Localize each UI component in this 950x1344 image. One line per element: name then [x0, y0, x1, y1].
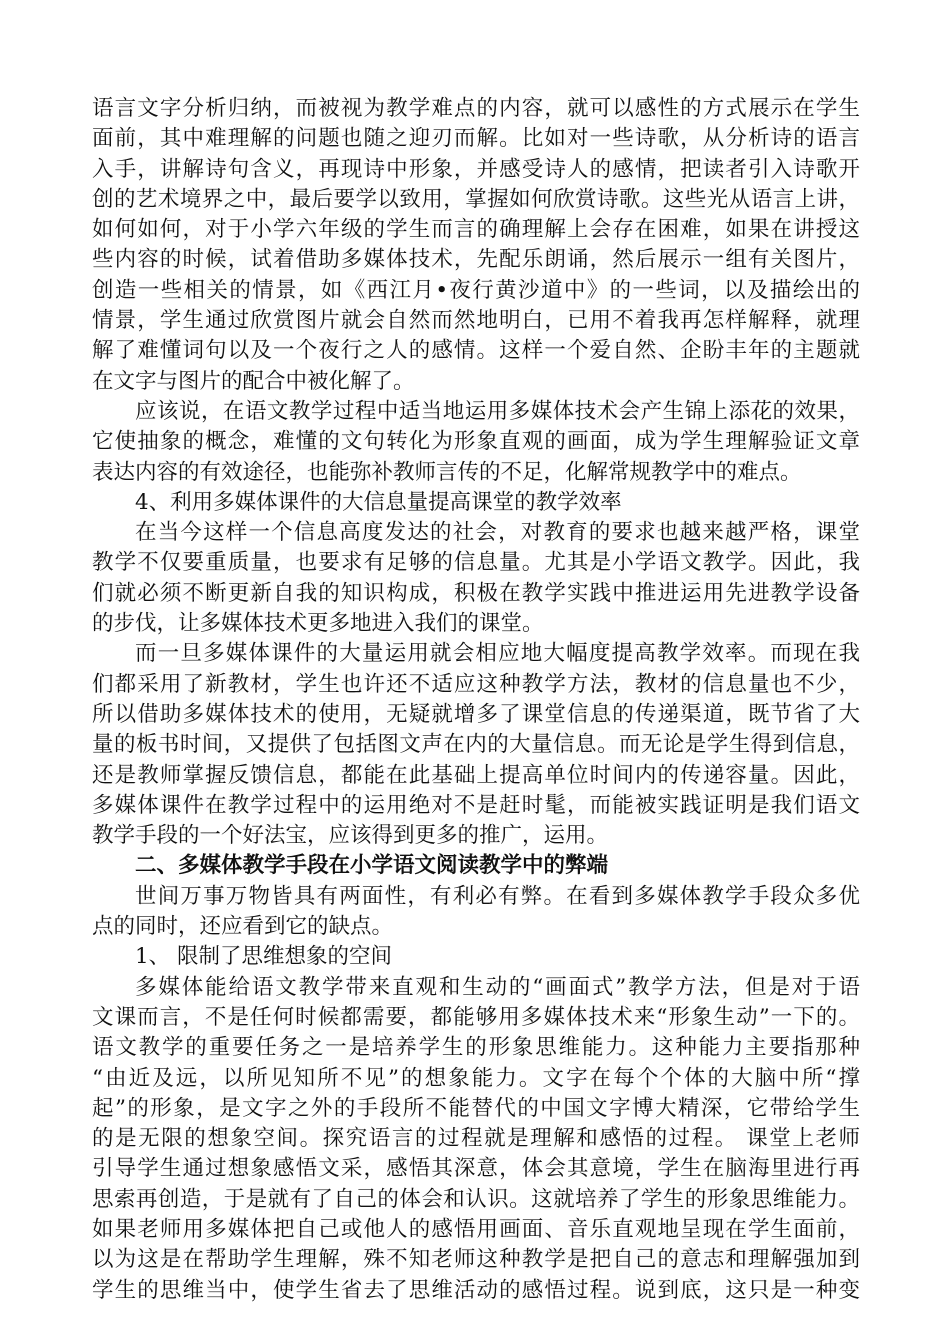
text-line: 表达内容的有效途径，也能弥补教师言传的不足，化解常规教学中的难点。 — [92, 459, 802, 485]
text-line: 它使抽象的概念，难懂的文句转化为形象直观的画面，成为学生理解验证文章 — [92, 429, 860, 455]
text-line: 如何如何，对于小学六年级的学生而言的确理解上会存在困难，如果在讲授这 — [92, 217, 860, 243]
text-line: 多媒体课件在教学过程中的运用绝对不是赶时髦，而能被实践证明是我们语文 — [92, 792, 860, 818]
text-line: 的步伐，让多媒体技术更多地进入我们的课堂。 — [92, 611, 544, 637]
text-line: 思索再创造，于是就有了自己的体会和认识。这就培养了学生的形象思维能力。 — [92, 1186, 860, 1212]
text-line: 的是无限的想象空间。探究语言的过程就是理解和感悟的过程。 课堂上老师 — [92, 1126, 860, 1152]
text-line: 多媒体能给语文教学带来直观和生动的“画面式”教学方法，但是对于语 — [135, 974, 860, 1000]
section-heading: 二、多媒体教学手段在小学语文阅读教学中的弊端 — [135, 853, 609, 879]
text-line: 以为这是在帮助学生理解，殊不知老师这种教学是把自己的意志和理解强加到 — [92, 1247, 860, 1273]
text-line: 4、利用多媒体课件的大信息量提高课堂的教学效率 — [135, 489, 622, 515]
text-line: 在文字与图片的配合中被化解了。 — [92, 368, 415, 394]
text-line: 些内容的时候，试着借助多媒体技术，先配乐朗诵，然后展示一组有关图片， — [92, 247, 860, 273]
text-line: 创造一些相关的情景，如《西江月•夜行黄沙道中》的一些词，以及描绘出的 — [92, 277, 860, 303]
text-line: 们就必须不断更新自我的知识构成，积极在教学实践中推进运用先进教学设备 — [92, 580, 860, 606]
text-line: 世间万事万物皆具有两面性，有利必有弊。在看到多媒体教学手段众多优 — [135, 883, 860, 909]
text-line: 教学手段的一个好法宝，应该得到更多的推广，运用。 — [92, 823, 609, 849]
body-text — [92, 94, 860, 1306]
text-line: 文课而言，不是任何时候都需要，都能够用多媒体技术来“形象生动”一下的。 — [92, 1004, 860, 1030]
text-line: 量的板书时间，又提供了包括图文声在内的大量信息。而无论是学生得到信息， — [92, 732, 860, 758]
text-line: 引导学生通过想象感悟文采，感悟其深意，体会其意境，学生在脑海里进行再 — [92, 1156, 860, 1182]
text-line: 创的艺术境界之中，最后要学以致用，掌握如何欣赏诗歌。这些光从语言上讲， — [92, 186, 860, 212]
text-line: 面前，其中难理解的问题也随之迎刃而解。比如对一些诗歌，从分析诗的语言 — [92, 126, 860, 152]
text-line: 情景，学生通过欣赏图片就会自然而然地明白，已用不着我再怎样解释，就理 — [92, 308, 860, 334]
text-line: 而一旦多媒体课件的大量运用就会相应地大幅度提高教学效率。而现在我 — [135, 641, 860, 667]
text-line: 点的同时，还应看到它的缺点。 — [92, 914, 394, 940]
text-line: 教学不仅要重质量，也要求有足够的信息量。尤其是小学语文教学。因此，我 — [92, 550, 860, 576]
text-line: “由近及远，以所见知所不见”的想象能力。文字在每个个体的大脑中所“撑 — [92, 1065, 860, 1091]
text-line: 起”的形象，是文字之外的手段所不能替代的中国文字博大精深，它带给学生 — [92, 1095, 860, 1121]
text-line: 们都采用了新教材，学生也许还不适应这种教学方法，教材的信息量也不少， — [92, 671, 860, 697]
text-line: 学生的思维当中，使学生省去了思维活动的感悟过程。说到底，这只是一种变 — [92, 1277, 860, 1303]
text-line: 1、 限制了思维想象的空间 — [135, 944, 393, 970]
text-line: 入手，讲解诗句含义，再现诗中形象，并感受诗人的感情，把读者引入诗歌开 — [92, 156, 860, 182]
text-line: 应该说，在语文教学过程中适当地运用多媒体技术会产生锦上添花的效果， — [135, 398, 860, 424]
text-line: 还是教师掌握反馈信息，都能在此基础上提高单位时间内的传递容量。因此， — [92, 762, 860, 788]
text-line: 在当今这样一个信息高度发达的社会，对教育的要求也越来越严格，课堂 — [135, 520, 860, 546]
text-line: 所以借助多媒体技术的使用，无疑就增多了课堂信息的传递渠道，既节省了大 — [92, 701, 860, 727]
text-line: 语文教学的重要任务之一是培养学生的形象思维能力。这种能力主要指那种 — [92, 1035, 860, 1061]
text-line: 语言文字分析归纳，而被视为教学难点的内容，就可以感性的方式展示在学生 — [92, 96, 860, 121]
text-line: 解了难懂词句以及一个夜行之人的感情。这样一个爱自然、企盼丰年的主题就 — [92, 338, 860, 364]
text-line: 如果老师用多媒体把自己或他人的感悟用画面、音乐直观地呈现在学生面前， — [92, 1216, 860, 1242]
